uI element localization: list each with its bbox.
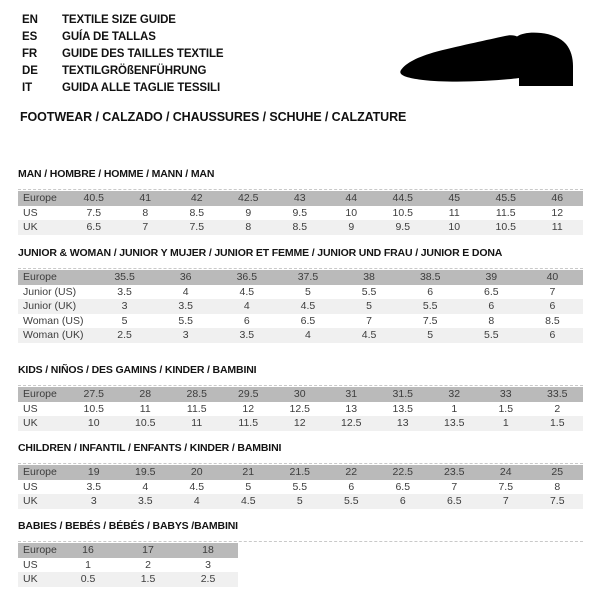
section-title: MAN / HOMBRE / HOMME / MANN / MAN [18, 168, 215, 180]
size-cell: 3.5 [178, 300, 193, 313]
size-cell: 21.5 [289, 466, 310, 478]
size-cell: 4.5 [240, 495, 256, 508]
row-label: Europe [23, 388, 57, 400]
size-cell: 3.5 [86, 480, 102, 493]
size-cell: 7.5 [86, 206, 102, 219]
size-cell: 8 [142, 206, 149, 219]
table-row [18, 285, 583, 300]
section-title: BABIES / BEBÉS / BÉBÉS / BABYS /BAMBINI [18, 520, 238, 532]
size-cell: 1.5 [498, 402, 514, 415]
size-cell: 3.5 [239, 329, 255, 342]
size-cell: 40 [546, 271, 559, 283]
language-row [22, 80, 224, 97]
table-row [18, 328, 583, 343]
size-cell: 4 [243, 300, 250, 313]
size-cell: 1.5 [549, 417, 565, 430]
size-cell: 32 [448, 388, 461, 400]
row-label: Europe [23, 271, 57, 283]
size-cell: 30 [293, 388, 306, 400]
size-cell: 46 [551, 192, 564, 204]
size-cell: 3 [90, 495, 97, 508]
size-cell: 5.5 [422, 300, 438, 313]
language-code: ES [22, 31, 38, 43]
row-label: Europe [23, 466, 57, 478]
size-table [18, 543, 238, 587]
size-cell: 12 [293, 417, 306, 430]
size-cell: 4.5 [189, 480, 205, 493]
size-cell: 45.5 [495, 192, 516, 204]
size-cell: 4.5 [239, 285, 255, 298]
row-label: Junior (US) [23, 285, 77, 298]
size-cell: 21 [242, 466, 255, 478]
size-cell: 3.5 [117, 285, 132, 298]
size-cell: 11 [139, 402, 151, 415]
size-cell: 23.5 [444, 466, 465, 478]
size-cell: 7 [502, 495, 509, 508]
size-table-wrap [18, 463, 583, 509]
size-cell: 11 [191, 417, 203, 430]
size-cell: 45 [448, 192, 461, 204]
size-cell: 20 [190, 466, 203, 478]
size-cell: 4 [182, 285, 189, 298]
category-title: FOOTWEAR / CALZADO / CHAUSSURES / SCHUHE / CALZATURE [20, 110, 407, 124]
size-cell: 7.5 [498, 480, 514, 493]
row-label: UK [23, 417, 38, 430]
row-label: Europe [23, 192, 57, 204]
section-title: KIDS / NIÑOS / DES GAMINS / KINDER / BAMBINI [18, 364, 257, 376]
size-cell: 25 [551, 466, 564, 478]
language-label: GUIDA ALLE TAGLIE TESSILI [62, 82, 221, 94]
size-cell: 6 [399, 495, 406, 508]
size-cell: 17 [142, 544, 154, 556]
size-cell: 1.5 [140, 573, 156, 586]
row-label: US [23, 480, 38, 493]
table-row [18, 299, 583, 314]
size-cell: 7 [142, 221, 149, 234]
size-cell: 3 [182, 329, 189, 342]
section-children [18, 441, 583, 509]
language-legend [22, 12, 224, 97]
size-cell: 2.5 [117, 329, 132, 342]
size-cell: 19 [87, 466, 100, 478]
size-cell: 10 [448, 221, 461, 234]
size-cell: 6.5 [484, 285, 499, 298]
size-cell: 31 [345, 388, 358, 400]
language-label: GUIDE DES TAILLES TEXTILE [62, 48, 224, 60]
size-cell: 12 [551, 206, 564, 219]
size-cell: 9 [348, 221, 355, 234]
size-cell: 11.5 [186, 402, 207, 415]
size-cell: 9.5 [395, 221, 411, 234]
size-cell: 10.5 [135, 417, 156, 430]
row-label: US [23, 206, 38, 219]
size-cell: 11 [551, 221, 563, 234]
section-kids [18, 363, 583, 431]
table-row [18, 402, 583, 417]
table-row [18, 494, 583, 509]
row-label: UK [23, 495, 38, 508]
size-cell: 5.5 [292, 480, 308, 493]
size-cell: 6.5 [86, 221, 102, 234]
size-table [18, 387, 583, 431]
size-cell: 18 [202, 544, 214, 556]
section-man [18, 167, 583, 235]
size-cell: 5 [121, 314, 128, 327]
size-cell: 6 [243, 314, 250, 327]
table-row [18, 191, 583, 206]
section-title: CHILDREN / INFANTIL / ENFANTS / KINDER / BAMBINI [18, 442, 282, 454]
language-code: EN [22, 14, 38, 26]
table-row [18, 416, 583, 431]
table-row [18, 558, 238, 573]
size-cell: 8 [554, 480, 561, 493]
size-cell: 10 [345, 206, 358, 219]
size-cell: 9.5 [292, 206, 308, 219]
language-row [22, 46, 224, 63]
size-cell: 7 [366, 314, 372, 327]
table-row [18, 572, 238, 587]
size-cell: 36.5 [236, 271, 258, 283]
size-table [18, 270, 583, 343]
size-cell: 6.5 [300, 314, 316, 327]
row-label: US [23, 402, 38, 415]
size-cell: 5 [305, 285, 311, 298]
size-cell: 1 [85, 558, 91, 571]
size-cell: 43 [293, 192, 306, 204]
size-cell: 6 [549, 300, 556, 313]
size-cell: 4.5 [300, 300, 316, 313]
section-title: JUNIOR & WOMAN / JUNIOR Y MUJER / JUNIOR ET FEMME / JUNIOR UND FRAU / JUNIOR E DONA [18, 247, 503, 259]
size-cell: 7 [451, 480, 458, 493]
size-table-wrap [18, 385, 583, 431]
size-cell: 12 [242, 402, 255, 415]
size-cell: 42.5 [238, 192, 259, 204]
language-code: IT [22, 82, 33, 94]
size-cell: 4 [142, 480, 149, 493]
size-cell: 5 [366, 300, 372, 313]
size-cell: 13 [396, 417, 409, 430]
size-cell: 10.5 [495, 221, 516, 234]
size-cell: 7.5 [189, 221, 205, 234]
size-cell: 39 [485, 271, 498, 283]
size-cell: 7.5 [422, 314, 438, 327]
size-cell: 40.5 [83, 192, 104, 204]
size-cell: 5 [245, 480, 252, 493]
table-row [18, 480, 583, 495]
row-label: Woman (UK) [23, 329, 84, 342]
size-table-wrap [18, 189, 583, 235]
size-cell: 33 [499, 388, 512, 400]
size-cell: 6 [549, 329, 556, 342]
table-row [18, 387, 583, 402]
size-cell: 6.5 [446, 495, 462, 508]
size-cell: 38.5 [419, 271, 441, 283]
size-cell: 3 [121, 300, 128, 313]
size-cell: 4.5 [361, 329, 377, 342]
size-cell: 6.5 [395, 480, 411, 493]
size-cell: 8.5 [292, 221, 308, 234]
size-cell: 22.5 [392, 466, 413, 478]
size-table [18, 465, 583, 509]
size-cell: 10 [87, 417, 100, 430]
section-babies [18, 519, 583, 587]
size-cell: 28 [139, 388, 152, 400]
size-cell: 8 [488, 314, 495, 327]
size-cell: 5 [296, 495, 303, 508]
table-row [18, 314, 583, 329]
size-cell: 11.5 [495, 206, 516, 219]
size-cell: 3 [205, 558, 211, 571]
table-row [18, 270, 583, 285]
size-cell: 7.5 [549, 495, 565, 508]
size-cell: 24 [499, 466, 512, 478]
size-cell: 11.5 [238, 417, 259, 430]
size-cell: 10.5 [392, 206, 413, 219]
size-cell: 27.5 [83, 388, 104, 400]
size-cell: 11 [448, 206, 460, 219]
language-label: GUÍA DE TALLAS [62, 31, 156, 43]
table-row [18, 220, 583, 235]
size-cell: 12.5 [341, 417, 362, 430]
row-label: UK [23, 221, 38, 234]
dress-shoe-icon [399, 32, 575, 90]
size-cell: 4 [193, 495, 200, 508]
language-code: FR [22, 48, 38, 60]
size-cell: 8.5 [189, 206, 205, 219]
size-cell: 44.5 [392, 192, 413, 204]
size-cell: 28.5 [186, 388, 207, 400]
size-cell: 5.5 [484, 329, 499, 342]
size-cell: 38 [363, 271, 375, 283]
size-cell: 7 [549, 285, 556, 298]
size-table-wrap [18, 268, 583, 343]
size-cell: 35.5 [114, 271, 135, 283]
size-cell: 42 [190, 192, 203, 204]
size-cell: 10.5 [83, 402, 104, 415]
row-label: UK [23, 573, 38, 586]
table-row [18, 543, 238, 558]
size-cell: 5.5 [361, 285, 377, 298]
size-cell: 22 [345, 466, 358, 478]
size-cell: 12.5 [289, 402, 310, 415]
language-row [22, 63, 224, 80]
size-cell: 37.5 [297, 271, 319, 283]
language-label: TEXTILE SIZE GUIDE [62, 14, 176, 26]
size-cell: 5.5 [343, 495, 359, 508]
size-cell: 29.5 [238, 388, 259, 400]
size-table-wrap [18, 541, 583, 587]
language-label: TEXTILGRÖßENFÜHRUNG [62, 65, 207, 77]
size-cell: 2 [145, 558, 151, 571]
size-cell: 13.5 [392, 402, 413, 415]
size-cell: 5 [427, 329, 434, 342]
size-cell: 8.5 [545, 314, 560, 327]
language-code: DE [22, 65, 38, 77]
size-cell: 16 [82, 544, 94, 556]
row-label: Woman (US) [23, 314, 84, 327]
size-cell: 33.5 [547, 388, 568, 400]
size-cell: 13.5 [444, 417, 465, 430]
language-row [22, 29, 224, 46]
size-cell: 9 [245, 206, 252, 219]
size-cell: 8 [245, 221, 252, 234]
size-cell: 19.5 [135, 466, 156, 478]
size-cell: 1 [502, 417, 509, 430]
size-cell: 44 [345, 192, 358, 204]
size-cell: 6 [348, 480, 355, 493]
language-row [22, 12, 224, 29]
size-cell: 5.5 [178, 314, 193, 327]
size-cell: 31.5 [392, 388, 413, 400]
size-table [18, 191, 583, 235]
row-label: Europe [23, 544, 57, 556]
row-label: Junior (UK) [23, 300, 77, 313]
size-cell: 13 [345, 402, 358, 415]
size-cell: 36 [179, 271, 192, 283]
size-cell: 41 [139, 192, 152, 204]
table-row [18, 206, 583, 221]
size-cell: 0.5 [80, 573, 96, 586]
size-cell: 2 [554, 402, 561, 415]
size-cell: 6 [427, 285, 434, 298]
size-cell: 6 [488, 300, 495, 313]
size-cell: 2.5 [200, 573, 216, 586]
size-cell: 3.5 [137, 495, 153, 508]
section-junior-woman [18, 246, 583, 343]
row-label: US [23, 558, 38, 571]
size-cell: 1 [451, 402, 458, 415]
size-cell: 4 [305, 329, 311, 342]
table-row [18, 465, 583, 480]
